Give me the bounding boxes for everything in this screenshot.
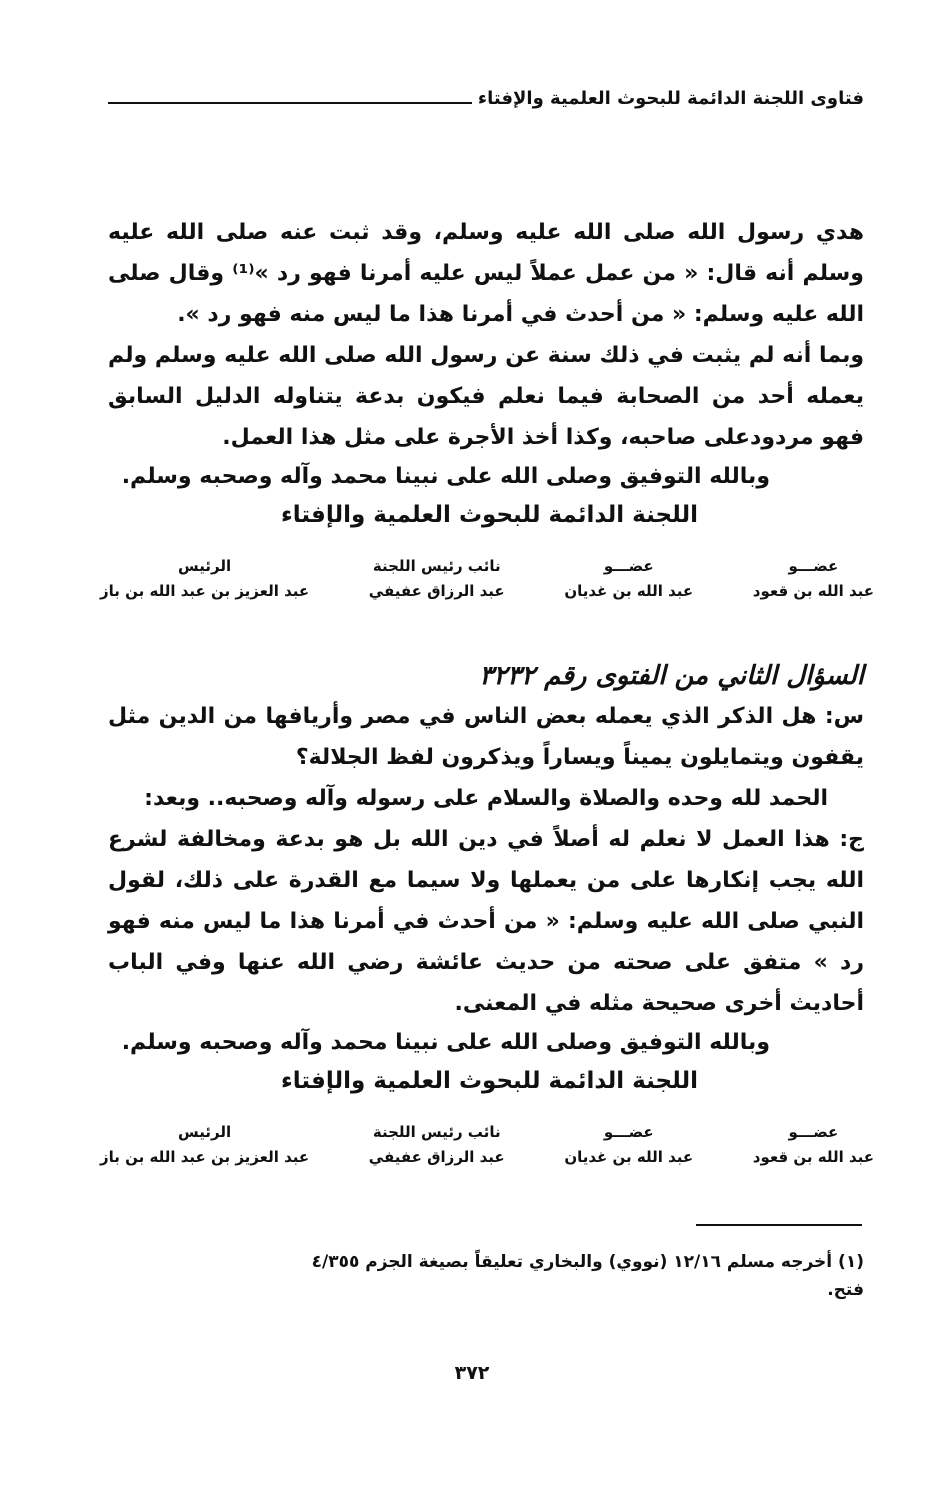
- running-header: [108, 88, 864, 109]
- signature-member-2: [564, 1120, 693, 1170]
- signature-vice-chair: [369, 1120, 505, 1170]
- signature-role: عضـــو: [788, 1123, 839, 1141]
- signature-name: عبد العزيز بن عبد الله بن باز: [100, 582, 310, 600]
- fatwa-2-question: س: هل الذكر الذي يعمله بعض الناس في مصر وأريافها من الدين مثل يقفون ويتمايلون يميناً ويساراً ويذكرون لفظ الجلالة؟: [108, 704, 864, 770]
- fatwa-1-paragraph-1: هدي رسول الله صلى الله عليه وسلم، وقد ثبت عنه صلى الله عليه وسلم أنه قال: « من عمل عملاً ليس عليه أمرنا فهو رد »⁽¹⁾ وقال صلى الله عليه وسلم: « من أحدث في أمرنا هذا ما ليس منه فهو رد ».: [108, 220, 864, 327]
- signature-member-1: [753, 554, 874, 604]
- fatwa-2-heading: السؤال الثاني من الفتوى رقم ٣٢٣٢: [479, 661, 864, 691]
- signature-name: عبد الرزاق عفيفي: [368, 1148, 505, 1166]
- footnote: (١) أخرجه مسلم ١٢/١٦ (نووي) والبخاري تعليقاً بصيغة الجزم ٤/٣٥٥ فتح.: [311, 1252, 864, 1300]
- signature-chairman: [100, 1120, 309, 1170]
- fatwa-2-body: [108, 656, 864, 1100]
- signature-role: عضـــو: [788, 557, 839, 575]
- fatwa-2-committee-name: اللجنة الدائمة للبحوث العلمية والإفتاء: [280, 1068, 698, 1094]
- fatwa-1-closing: وبالله التوفيق وصلى الله على نبينا محمد وآله وصحبه وسلم.: [121, 464, 770, 489]
- fatwa-2-closing: وبالله التوفيق وصلى الله على نبينا محمد وآله وصحبه وسلم.: [121, 1030, 770, 1055]
- signature-name: عبد الله بن غديان: [564, 582, 694, 600]
- fatwa-1-body: [108, 212, 864, 534]
- page-number: ٣٧٢: [454, 1362, 490, 1384]
- fatwa-1-committee-name: اللجنة الدائمة للبحوث العلمية والإفتاء: [280, 502, 698, 528]
- header-title: فتاوى اللجنة الدائمة للبحوث العلمية والإفتاء: [477, 88, 864, 109]
- signature-name: عبد الله بن غديان: [564, 1148, 694, 1166]
- signature-role: عضـــو: [603, 557, 654, 575]
- signature-vice-chair: [369, 554, 505, 604]
- signature-name: عبد العزيز بن عبد الله بن باز: [100, 1148, 310, 1166]
- signature-role: الرئيس: [178, 557, 232, 575]
- footnote-divider: [696, 1224, 862, 1226]
- fatwa-2-signatures: [100, 1120, 874, 1170]
- signature-name: عبد الرزاق عفيفي: [368, 582, 505, 600]
- signature-role: نائب رئيس اللجنة: [372, 557, 501, 575]
- signature-member-1: [753, 1120, 874, 1170]
- signature-member-2: [564, 554, 693, 604]
- fatwa-2-answer: ج: هذا العمل لا نعلم له أصلاً في دين الله بل هو بدعة ومخالفة لشرع الله يجب إنكارها على من يعملها ولا سيما مع القدرة على ذلك، لقول النبي صلى الله عليه وسلم: « من أحدث في أمرنا هذا ما ليس منه فهو رد » متفق على صحته من حديث عائشة رضي الله عنها وفي الباب أحاديث أخرى صحيحة مثله في المعنى.: [108, 827, 864, 1016]
- signature-role: عضـــو: [603, 1123, 654, 1141]
- fatwa-2-opening: الحمد لله وحده والصلاة والسلام على رسوله وآله وصحبه.. وبعد:: [144, 786, 828, 811]
- fatwa-1-signatures: [100, 554, 874, 604]
- fatwa-1-paragraph-2: وبما أنه لم يثبت في ذلك سنة عن رسول الله صلى الله عليه وسلم ولم يعمله أحد من الصحابة فيما نعلم فيكون بدعة يتناوله الدليل السابق فهو مردودعلى صاحبه، وكذا أخذ الأجرة على مثل هذا العمل.: [108, 343, 864, 450]
- signature-name: عبد الله بن قعود: [752, 1148, 874, 1166]
- signature-chairman: [100, 554, 309, 604]
- header-rule: [108, 102, 472, 104]
- signature-role: نائب رئيس اللجنة: [372, 1123, 501, 1141]
- signature-role: الرئيس: [178, 1123, 232, 1141]
- signature-name: عبد الله بن قعود: [752, 582, 874, 600]
